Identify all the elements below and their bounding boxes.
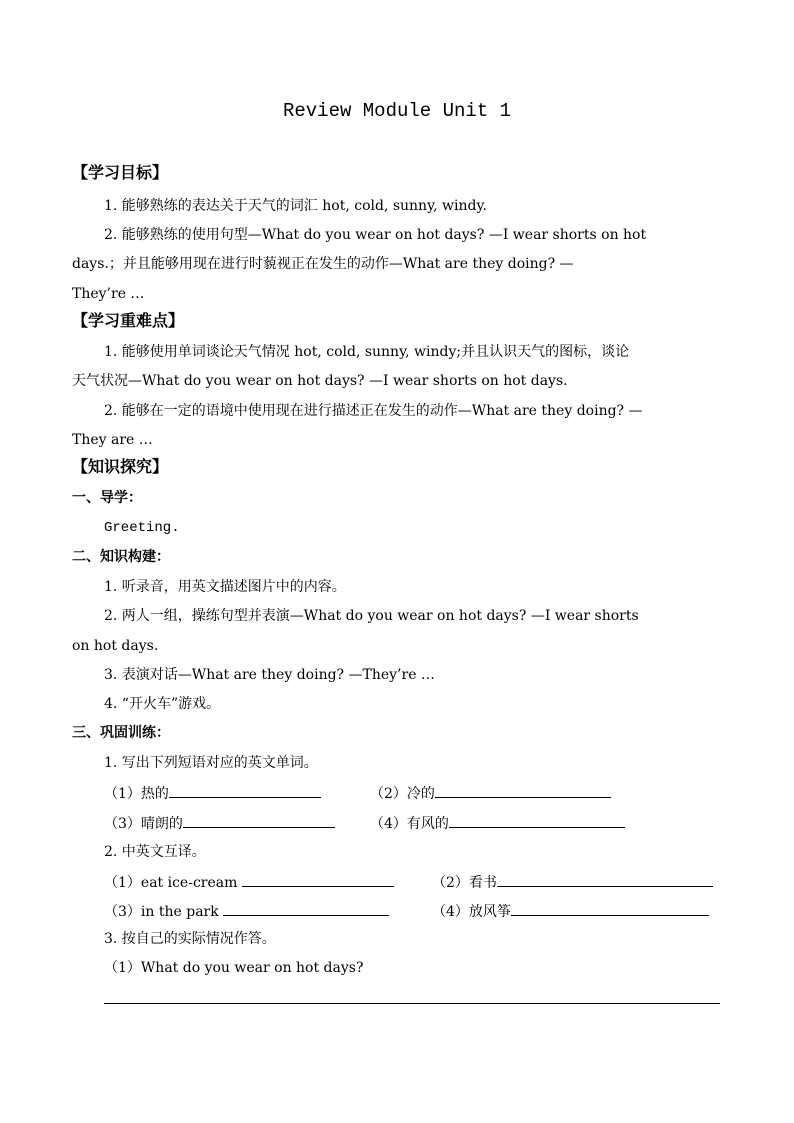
q1-item-sunny bbox=[104, 812, 354, 834]
practice-question-2: 2. 中英文互译。 bbox=[104, 844, 206, 860]
practice-question-3: 3. 按自己的实际情况作答。 bbox=[104, 931, 276, 947]
answer-blank-windy[interactable] bbox=[449, 812, 625, 828]
q1-item-sunny-label: （3）晴朗的 bbox=[104, 816, 183, 832]
answer-blank-sunny[interactable] bbox=[183, 812, 335, 828]
q3-item-1: （1）What do you wear on hot days? bbox=[104, 960, 364, 976]
q1-item-cold-label: （2）冷的 bbox=[370, 786, 435, 802]
part-guide-text: Greeting. bbox=[104, 520, 180, 536]
q2-item-fly-kite bbox=[432, 900, 727, 922]
build-item-2-line-2: on hot days. bbox=[72, 638, 159, 654]
part-header-guide: 一、导学： bbox=[72, 490, 142, 506]
q1-item-hot bbox=[104, 782, 334, 804]
q2-item-ice-cream bbox=[104, 871, 414, 893]
part-header-practice: 三、巩固训练： bbox=[72, 725, 170, 741]
build-item-4: 4. “开火车”游戏。 bbox=[104, 696, 221, 712]
build-item-2-line-1: 2. 两人一组，操练句型并表演—What do you wear on hot days? —I wear shorts bbox=[104, 608, 639, 624]
key-point-2-line-2: They are … bbox=[72, 432, 153, 448]
answer-blank-hot[interactable] bbox=[169, 782, 321, 798]
objective-item-2-line-2: days.；并且能够用现在进行时藐视正在发生的动作—What are they doing? — bbox=[72, 256, 574, 272]
objective-item-2-line-1: 2. 能够熟练的使用句型—What do you wear on hot days? —I wear shorts on hot bbox=[104, 227, 647, 243]
section-header-key-points: 【学习重难点】 bbox=[72, 311, 185, 330]
objective-item-1: 1. 能够熟练的表达关于天气的词汇 hot, cold, sunny, windy. bbox=[104, 198, 487, 214]
objective-item-2-line-3: They’re … bbox=[72, 286, 145, 302]
answer-blank-park[interactable] bbox=[223, 900, 389, 916]
section-header-objectives: 【学习目标】 bbox=[72, 163, 169, 182]
q2-item-park-label: （3）in the park bbox=[104, 904, 224, 920]
q2-item-read-book-label: （2）看书 bbox=[432, 875, 497, 891]
practice-question-1: 1. 写出下列短语对应的英文单词。 bbox=[104, 755, 318, 771]
q2-item-fly-kite-label: （4）放风筝 bbox=[432, 904, 511, 920]
answer-blank-fly-kite[interactable] bbox=[511, 900, 709, 916]
q2-item-park bbox=[104, 900, 414, 922]
q2-item-ice-cream-label: （1）eat ice-cream bbox=[104, 875, 242, 891]
section-header-exploration: 【知识探究】 bbox=[72, 457, 169, 476]
answer-blank-ice-cream[interactable] bbox=[242, 871, 394, 887]
answer-blank-cold[interactable] bbox=[435, 782, 611, 798]
page-title: Review Module Unit 1 bbox=[282, 100, 512, 122]
build-item-3: 3. 表演对话—What are they doing? —They’re … bbox=[104, 667, 435, 683]
q1-item-hot-label: （1）热的 bbox=[104, 786, 169, 802]
key-point-1-line-2: 天气状况—What do you wear on hot days? —I wear shorts on hot days. bbox=[72, 373, 568, 389]
q1-item-cold bbox=[370, 782, 630, 804]
q1-item-windy-label: （4）有风的 bbox=[370, 816, 449, 832]
key-point-1-line-1: 1. 能够使用单词谈论天气情况 hot, cold, sunny, windy;并且认识天气的图标，谈论 bbox=[104, 344, 630, 360]
q1-item-windy bbox=[370, 812, 640, 834]
answer-line-q3[interactable] bbox=[104, 1003, 720, 1004]
q2-item-read-book bbox=[432, 871, 727, 893]
answer-blank-read-book[interactable] bbox=[497, 871, 713, 887]
build-item-1: 1. 听录音，用英文描述图片中的内容。 bbox=[104, 579, 346, 595]
part-header-build: 二、知识构建： bbox=[72, 549, 170, 565]
key-point-2-line-1: 2. 能够在一定的语境中使用现在进行描述正在发生的动作—What are they doing? — bbox=[104, 403, 643, 419]
